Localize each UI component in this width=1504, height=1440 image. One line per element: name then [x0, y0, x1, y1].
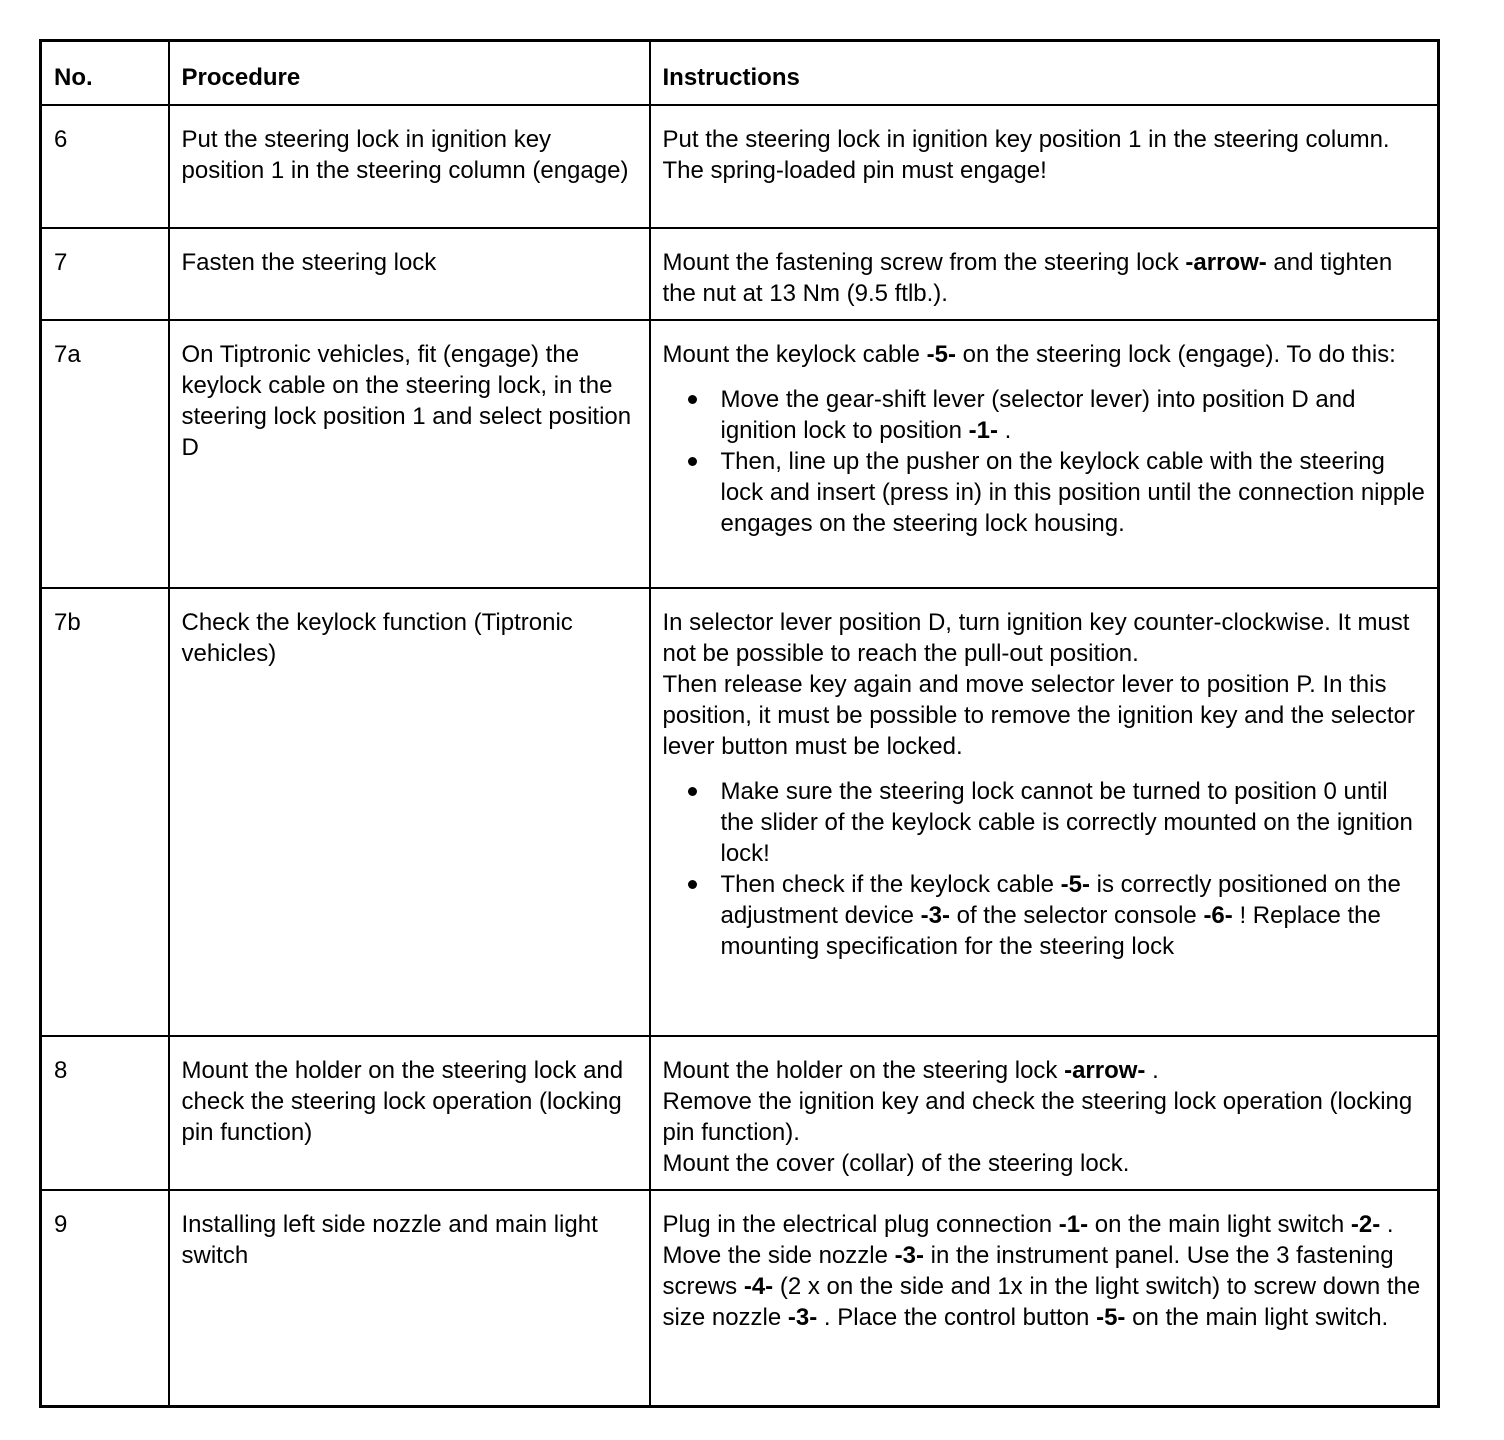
bullet-list	[663, 776, 1426, 962]
ref-label: -3-	[894, 1242, 924, 1269]
procedure-text: Check the keylock function (Tiptronic vehicles)	[169, 588, 650, 1036]
bullet-icon	[688, 395, 697, 404]
instructions-cell	[650, 105, 1439, 228]
ref-label: -5-	[926, 341, 956, 368]
bullet-icon	[688, 457, 697, 466]
instruction-text: In selector lever position D, turn ignition key counter-clockwise. It must not be possible to reach the pull-out position.	[662, 609, 1410, 667]
table-row	[41, 320, 1439, 588]
ref-label: -3-	[920, 902, 950, 929]
instructions-cell	[650, 320, 1439, 588]
instructions-cell	[650, 588, 1439, 1036]
table-row	[41, 228, 1439, 320]
ref-label: -3-	[787, 1304, 818, 1331]
bullet-item: Move the gear-shift lever (selector lever) into position D and ignition lock to position -1- .	[721, 384, 1426, 446]
instruction-text: Put the steering lock in ignition key position 1 in the steering column. The spring-loaded pin must engage!	[662, 126, 1390, 184]
ref-label: -1-	[968, 417, 998, 444]
bullet-icon	[688, 787, 697, 796]
header-no: No.	[41, 41, 169, 106]
step-number: 7a	[41, 320, 169, 588]
step-number: 7	[41, 228, 169, 320]
instructions-cell	[650, 228, 1439, 320]
ref-label: -1-	[1058, 1211, 1089, 1238]
ref-label: -arrow-	[1064, 1057, 1146, 1084]
header-instructions: Instructions	[650, 41, 1439, 106]
bullet-item: Then, line up the pusher on the keylock cable with the steering lock and insert (press in) in this position until the connection nipple engages on the steering lock housing.	[721, 446, 1426, 539]
table-row	[41, 1190, 1439, 1407]
ref-label: -2-	[1350, 1211, 1381, 1238]
table-row	[41, 105, 1439, 228]
instruction-text: Move the side nozzle -3- in the instrument panel. Use the 3 fastening screws -4- (2 x on the side and 1x in the light switch) to screw down the size nozzle -3- . Place the control button -5- on the main light switch.	[662, 1242, 1421, 1331]
procedure-text: Put the steering lock in ignition key position 1 in the steering column (engage)	[169, 105, 650, 228]
instructions-cell	[650, 1036, 1439, 1190]
instructions-cell	[650, 1190, 1439, 1407]
procedure-text: Mount the holder on the steering lock and check the steering lock operation (locking pin function)	[169, 1036, 650, 1190]
instruction-text: Mount the holder on the steering lock -arrow- .	[662, 1057, 1159, 1084]
procedure-table	[39, 39, 1440, 1408]
instruction-text: Then release key again and move selector lever to position P. In this position, it must be possible to remove the ignition key and the selector lever button must be locked.	[662, 671, 1415, 760]
ref-label: -5-	[1096, 1304, 1126, 1331]
step-number: 6	[41, 105, 169, 228]
table-row	[41, 588, 1439, 1036]
bullet-icon	[688, 880, 697, 889]
instruction-text: Plug in the electrical plug connection -1- on the main light switch -2- .	[662, 1211, 1394, 1238]
bullet-list	[663, 384, 1426, 539]
ref-label: -arrow-	[1185, 249, 1267, 276]
table-row	[41, 1036, 1439, 1190]
instruction-text: Remove the ignition key and check the steering lock operation (locking pin function).	[662, 1088, 1413, 1146]
bullet-item: Then check if the keylock cable -5- is correctly positioned on the adjustment device -3- of the selector console -6- ! Replace the mounting specification for the steering lock	[721, 869, 1426, 962]
instruction-text: Mount the cover (collar) of the steering lock.	[662, 1150, 1130, 1177]
step-number: 9	[41, 1190, 169, 1407]
ref-label: -4-	[743, 1273, 774, 1300]
step-number: 8	[41, 1036, 169, 1190]
procedure-text: Fasten the steering lock	[169, 228, 650, 320]
bullet-item: Make sure the steering lock cannot be turned to position 0 until the slider of the keylock cable is correctly mounted on the ignition lock!	[721, 776, 1426, 869]
instruction-text: Mount the fastening screw from the steering lock -arrow- and tighten the nut at 13 Nm (9.5 ftlb.).	[662, 249, 1393, 307]
header-procedure: Procedure	[169, 41, 650, 106]
step-number: 7b	[41, 588, 169, 1036]
table-header-row	[41, 41, 1439, 106]
procedure-text: On Tiptronic vehicles, fit (engage) the keylock cable on the steering lock, in the steering lock position 1 and select position D	[169, 320, 650, 588]
ref-label: -6-	[1203, 902, 1233, 929]
procedure-text: Installing left side nozzle and main light switch	[169, 1190, 650, 1407]
ref-label: -5-	[1060, 871, 1091, 898]
instruction-text: Mount the keylock cable -5- on the steering lock (engage). To do this:	[662, 341, 1396, 368]
